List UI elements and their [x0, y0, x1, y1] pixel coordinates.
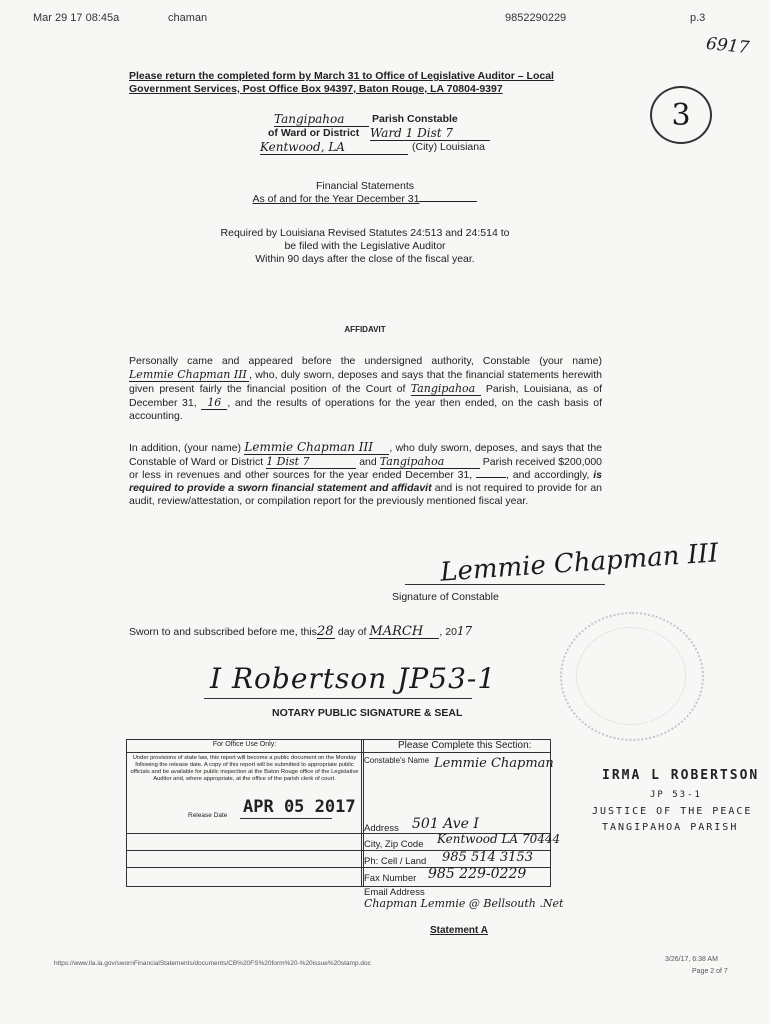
header-block	[260, 112, 500, 154]
footer-date: 3/26/17, 6:38 AM	[665, 956, 718, 963]
district-handwritten: 1 Dist 7	[266, 455, 356, 469]
email-value: Chapman Lemmie @ Bellsouth .Net	[364, 897, 564, 910]
office-notice: Under provisions of state law, this report will become a public document on the Monday following the release date. A copy of this report will be submitted to appropriate public officials and be available for public inspection at the Baton Rouge office of the Legislative Auditor and, where appropriate, at the office of the parish clerk of court.	[130, 755, 359, 782]
title-line1: Financial Statements	[315, 180, 415, 192]
jp-stamp-parish: TANGIPAHOA PARISH	[602, 822, 739, 833]
parish-label: Parish Constable	[372, 113, 458, 125]
release-date-stamp: APR 05 2017	[243, 797, 356, 817]
constable-name-handwritten: Lemmie Chapman III	[129, 368, 249, 382]
notary-label: NOTARY PUBLIC SIGNATURE & SEAL	[272, 707, 463, 719]
fax-phone: 9852290229	[505, 12, 567, 24]
ward-label: of Ward or District	[268, 127, 360, 139]
circled-number	[650, 86, 712, 144]
constable-name-label: Constable's Name	[364, 756, 430, 765]
footer-url: https://www.lla.la.gov/swornFinancialStatements/documents/CB%20FS%20form%20-%20issue%20stamp.doc	[54, 960, 371, 967]
jp-stamp-number: JP 53-1	[650, 790, 702, 800]
address-value: 501 Ave I	[412, 816, 479, 832]
return-notice: Please return the completed form by March 31 to Office of Legislative Auditor – Local Government Services, Post Office Box 94397, Baton Rouge, LA 70804-9397	[129, 70, 554, 95]
city-label: (City) Louisiana	[412, 141, 485, 153]
notary-signature: I Robertson JP53-1	[210, 662, 497, 695]
required-line3: Within 90 days after the close of the fiscal year.	[255, 253, 475, 265]
parish-handwritten: Tangipahoa	[380, 455, 480, 469]
phone-value: 985 514 3153	[442, 850, 533, 865]
fax-sender: chaman	[168, 12, 208, 24]
sworn-line: Sworn to and subscribed before me, this28 day of MARCH , 2017	[129, 624, 473, 639]
sworn-year: 17	[456, 624, 473, 638]
ward-value: Ward 1 Dist 7	[370, 126, 490, 141]
city-value: Kentwood, LA	[260, 140, 408, 155]
release-date-label: Release Date	[188, 812, 228, 819]
signature-line	[405, 584, 605, 585]
affidavit-heading: AFFIDAVIT	[344, 325, 386, 334]
fax-label: Fax Number	[364, 873, 417, 884]
constable-signature: Lemmie Chapman III	[439, 538, 720, 588]
title-line2: As of and for the Year December 31	[200, 193, 530, 206]
affidavit-paragraph-2: In addition, (your name) Lemmie Chapman III , who duly sworn, deposes, and says that the Constable of Ward or District 1 Dist 7 and Tangipahoa Parish received $200,000 or less in revenues and other sources for the year ended December 31, , and accordingly, is required to provide a sworn financial statement and affidavit and is not required to provide for an audit, review/attestation, or compilation report for the previously mentioned fiscal year.	[129, 440, 603, 507]
court-parish-handwritten: Tangipahoa	[411, 382, 481, 396]
complete-section-title: Please Complete this Section:	[398, 740, 532, 751]
fax-datetime: Mar 29 17 08:45a	[33, 12, 120, 24]
margin-note: 6917	[705, 33, 751, 59]
sworn-month: MARCH	[369, 625, 439, 639]
address-label: Address	[364, 823, 399, 834]
affidavit-paragraph-1: Personally came and appeared before the undersigned authority, Constable (your name) Lemmie Chapman III , who, duly sworn, deposes and says that the financial statements herewith given present fairly the financial position of the Court of Tangipahoa Parish, Louisiana, as of December 31, 16 , and the results of operations for the year then ended, on the cash basis of accounting.	[129, 355, 603, 422]
notary-seal	[560, 612, 704, 741]
fax-page: p.3	[690, 12, 706, 24]
parish-value: Tangipahoa	[274, 112, 369, 127]
jp-stamp-title: JUSTICE OF THE PEACE	[592, 806, 753, 817]
footer-page: Page 2 of 7	[692, 968, 728, 975]
fax-value: 985 229-0229	[428, 866, 527, 882]
statement-label: Statement A	[430, 925, 488, 936]
notary-line	[204, 698, 472, 699]
signature-label: Signature of Constable	[392, 591, 499, 603]
office-use-title: For Office Use Only:	[212, 741, 277, 748]
city-zip-label: City, Zip Code	[364, 839, 424, 850]
constable-name-2-handwritten: Lemmie Chapman III	[244, 441, 389, 455]
required-line1: Required by Louisiana Revised Statutes 24:513 and 24:514 to	[220, 227, 510, 239]
email-label: Email Address	[364, 887, 425, 898]
sworn-day: 28	[316, 624, 334, 639]
city-zip-value: Kentwood LA 70444	[437, 832, 561, 846]
circled-number-text: 3	[671, 97, 691, 133]
phone-label: Ph: Cell / Land	[364, 856, 427, 867]
year-handwritten: 16	[201, 396, 227, 410]
constable-name-value: Lemmie Chapman	[434, 756, 554, 771]
required-line2: be filed with the Legislative Auditor	[284, 240, 446, 252]
jp-stamp-name: IRMA L ROBERTSON	[602, 768, 760, 783]
